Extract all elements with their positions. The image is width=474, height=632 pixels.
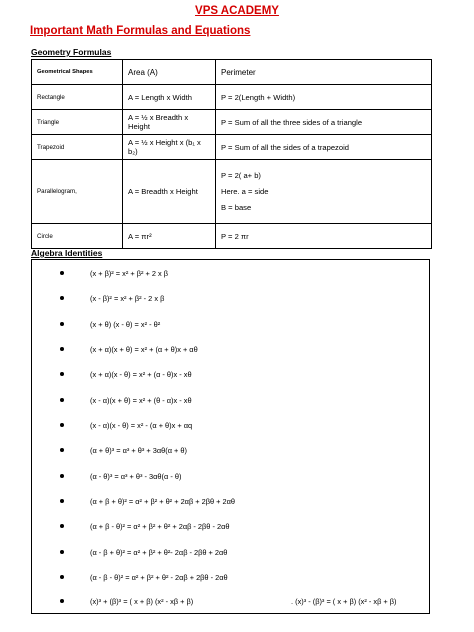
table-row <box>32 224 432 249</box>
bullet-icon <box>60 499 64 503</box>
list-item <box>32 591 429 612</box>
identity-formula: (x + β)² = x² + β² + 2 x β <box>90 269 169 278</box>
table-row <box>32 85 432 110</box>
geometry-table <box>31 59 432 249</box>
identity-formula: (x + α)(x - θ) = x² + (α - θ)x - xθ <box>90 370 192 379</box>
area-cell: A = πr² <box>123 224 216 249</box>
perimeter-cell: P = 2(Length + Width) <box>216 85 432 110</box>
bullet-icon <box>60 322 64 326</box>
bullet-icon <box>60 423 64 427</box>
area-cell: A = ½ x Height x (b₁ x b₂) <box>123 135 216 160</box>
perimeter-cell: P = 2 πr <box>216 224 432 249</box>
column-header-shapes: Geometrical Shapes <box>32 60 123 85</box>
bullet-icon <box>60 271 64 275</box>
list-item <box>32 390 429 411</box>
list-item <box>32 440 429 461</box>
identity-formula: (α - β + θ)² = α² + β² + θ²- 2αβ - 2βθ + 2αθ <box>90 548 228 557</box>
identity-formula: (α + β - θ)² = α² + β² + θ² + 2αβ - 2βθ - 2αθ <box>90 522 230 531</box>
list-item <box>32 542 429 563</box>
bullet-icon <box>60 599 64 603</box>
page-title: VPS ACADEMY <box>195 5 279 17</box>
bullet-icon <box>60 347 64 351</box>
identity-formula: (α - θ)³ = α³ + θ³ - 3αθ(α - θ) <box>90 472 182 481</box>
shape-cell: Triangle <box>32 110 123 135</box>
list-item <box>32 288 429 309</box>
list-item <box>32 339 429 360</box>
identity-formula: (α - β - θ)² = α² + β² + θ² - 2αβ + 2βθ - 2αθ <box>90 573 228 582</box>
shape-cell: Parallelogram, <box>32 160 123 224</box>
table-header-row <box>32 60 432 85</box>
perimeter-cell: P = Sum of all the three sides of a triangle <box>216 110 432 135</box>
column-header-perimeter: Perimeter <box>216 60 432 85</box>
bullet-icon <box>60 474 64 478</box>
area-cell: A = ½ x Breadth x Height <box>123 110 216 135</box>
bullet-icon <box>60 448 64 452</box>
table-row <box>32 110 432 135</box>
bullet-icon <box>60 296 64 300</box>
perimeter-line: Here. a = side <box>221 186 269 196</box>
identity-formula: (x + θ) (x - θ) = x² - θ² <box>90 320 161 329</box>
perimeter-cell <box>216 160 432 224</box>
list-item <box>32 567 429 588</box>
bullet-icon <box>60 398 64 402</box>
geometry-heading: Geometry Formulas <box>31 47 112 57</box>
list-item <box>32 466 429 487</box>
list-item <box>32 491 429 512</box>
bullet-icon <box>60 550 64 554</box>
perimeter-cell: P = Sum of all the sides of a trapezoid <box>216 135 432 160</box>
table-row <box>32 160 432 224</box>
list-item <box>32 516 429 537</box>
perimeter-line: B = base <box>221 202 252 212</box>
identity-formula: (α + β + θ)² = α² + β² + θ² + 2αβ + 2βθ + 2αθ <box>90 497 236 506</box>
shape-cell: Trapezoid <box>32 135 123 160</box>
area-cell: A = Length x Width <box>123 85 216 110</box>
algebra-heading: Algebra Identities <box>31 248 103 258</box>
perimeter-line: P = 2( a+ b) <box>221 170 261 180</box>
list-item <box>32 314 429 335</box>
column-header-area: Area (A) <box>123 60 216 85</box>
algebra-identities-box <box>31 259 430 614</box>
shape-cell: Circle <box>32 224 123 249</box>
area-cell: A = Breadth x Height <box>123 160 216 224</box>
list-item <box>32 415 429 436</box>
bullet-icon <box>60 575 64 579</box>
identity-formula: (α + θ)³ = α³ + θ³ + 3αθ(α + θ) <box>90 446 187 455</box>
identity-formula-left: (x)³ + (β)³ = ( x + β) (x² - xβ + β) <box>90 597 194 606</box>
identity-formula: (x - β)² = x² + β² - 2 x β <box>90 294 165 303</box>
list-item <box>32 364 429 385</box>
list-item <box>32 263 429 284</box>
page-subtitle: Important Math Formulas and Equations <box>30 25 251 37</box>
identity-formula: (x - α)(x - θ) = x² - (α + θ)x + αq <box>90 421 193 430</box>
bullet-icon <box>60 372 64 376</box>
bullet-icon <box>60 524 64 528</box>
table-row <box>32 135 432 160</box>
shape-cell: Rectangle <box>32 85 123 110</box>
identity-formula-right: . (x)³ - (β)³ = ( x + β) (x² - xβ + β) <box>291 597 397 606</box>
identity-formula: (x - α)(x + θ) = x² + (θ - α)x - xθ <box>90 396 192 405</box>
identity-formula: (x + α)(x + θ) = x² + (α + θ)x + αθ <box>90 345 198 354</box>
